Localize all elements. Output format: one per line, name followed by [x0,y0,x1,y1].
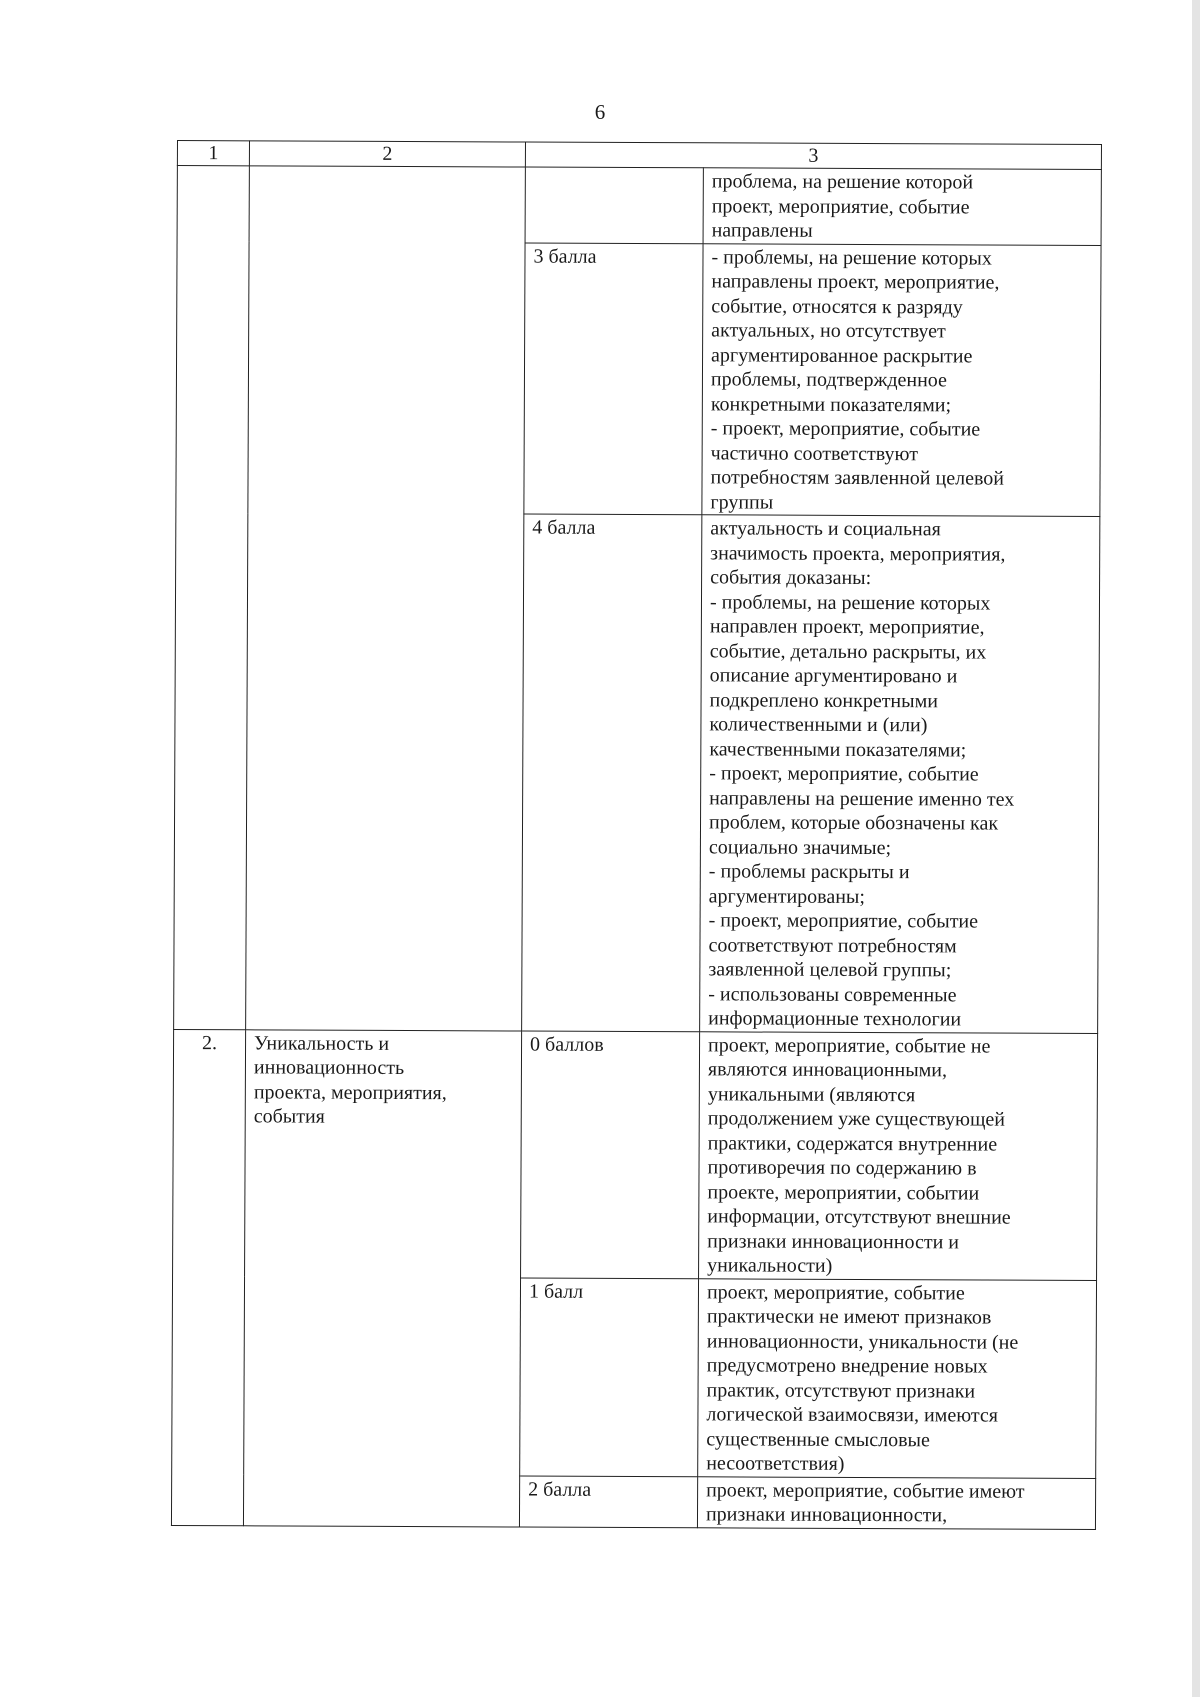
criterion-name-line: события [253,1105,325,1128]
description-line: предусмотрено внедрение новых [706,1354,988,1378]
description-line: существенные смысловые [706,1427,930,1451]
description-line: описание аргументировано и [709,664,958,688]
score-cell: 3 балла [524,243,703,515]
criterion-number-cell [174,166,250,1030]
description-line: количественными и (или) [709,713,928,737]
score-description [698,1278,1097,1478]
criterion-number: 2. [171,1029,245,1525]
criterion-name-line: проекта, мероприятия, [253,1080,447,1104]
description-line: - использованы современные [708,982,957,1006]
description-line: аргументированы; [708,884,866,908]
description-line: уникальности) [707,1254,833,1277]
description-line: проекте, мероприятии, событии [707,1180,980,1205]
score-description [700,515,1100,1033]
description-line: логической взаимосвязи, имеются [706,1403,999,1427]
description-line: актуальность и социальная [710,517,941,541]
description-line: проект, мероприятие, событие [711,194,970,218]
criterion-name-cell [246,166,526,1031]
score-description [702,243,1101,516]
description-line: частично соответствуют [710,441,919,465]
description-line: уникальными (являются [707,1082,916,1106]
table-row [177,166,1101,246]
description-line: - проект, мероприятие, событие [709,762,979,786]
description-line: признаки инновационности, [705,1503,948,1527]
description-line: событие, относятся к разряду [711,294,963,318]
criterion-name [243,1029,521,1526]
description-line: актуальных, но отсутствует [711,319,946,343]
description-line: признаки инновационности и [707,1229,960,1253]
description-line: - проект, мероприятие, событие [710,417,981,441]
description-line: - проблемы, на решение которых [711,245,992,270]
description-line: события доказаны: [710,566,872,590]
header-col-3: 3 [525,142,1101,170]
description-line: направлены [711,219,813,242]
description-line: проект, мероприятие, событие [706,1280,965,1304]
description-line: событие, детально раскрыты, их [709,639,987,664]
score-description [697,1476,1095,1529]
description-line: проблем, которые обозначены как [708,811,999,835]
header-col-1: 1 [177,141,249,166]
header-col-2: 2 [249,141,525,167]
description-line: аргументированное раскрытие [711,343,973,367]
description-line: продолжением уже существующей [707,1107,1006,1131]
description-line: - проблемы, на решение которых [709,590,991,615]
score-cell: 2 балла [519,1476,697,1528]
description-line: противоречия по содержанию в [707,1156,977,1180]
description-line: несоответствия) [706,1452,845,1475]
description-line: практики, содержатся внутренние [707,1131,998,1156]
description-line: подкреплено конкретными [709,688,939,712]
description-line: направлен проект, мероприятие, [709,615,985,639]
table-row [173,1029,1098,1280]
description-line: группы [710,490,774,514]
description-line: инновационности, уникальности (не [706,1329,1019,1354]
score-cell [525,167,703,243]
criterion-name-line: Уникальность и [254,1031,390,1055]
description-line: значимость проекта, мероприятия, [710,541,1006,566]
criteria-table [171,140,1102,1530]
description-line: проект, мероприятие, событие не [708,1033,991,1058]
score-description [703,168,1101,245]
score-cell: 1 балл [520,1278,699,1477]
criterion-name-line: инновационность [253,1056,405,1079]
description-line: - проблемы раскрыты и [708,860,910,884]
description-line: практик, отсутствуют признаки [706,1378,976,1402]
description-line: конкретными показателями; [710,392,952,416]
description-line: направлены на решение именно тех [709,786,1015,811]
description-line: проблема, на решение которой [711,170,974,194]
description-line: являются инновационными, [707,1058,948,1082]
description-line: информации, отсутствуют внешние [707,1205,1011,1229]
description-line: качественными показателями; [709,737,967,761]
description-line: направлены проект, мероприятие, [711,270,1000,294]
description-line: практически не имеют признаков [706,1305,992,1329]
description-line: соответствуют потребностям [708,933,957,957]
score-description [699,1031,1098,1280]
description-line: - проект, мероприятие, событие [708,909,979,933]
description-line: информационные технологии [708,1007,962,1031]
description-line: проект, мероприятие, событие имеют [706,1478,1025,1503]
description-line: проблемы, подтвержденное [710,368,947,392]
score-cell: 4 балла [522,514,702,1031]
description-line: социально значимые; [708,835,892,859]
description-line: потребностям заявленной целевой [710,466,1005,490]
score-cell: 0 баллов [521,1031,700,1279]
description-line: заявленной целевой группы; [708,958,952,982]
page-number: 6 [594,100,606,124]
